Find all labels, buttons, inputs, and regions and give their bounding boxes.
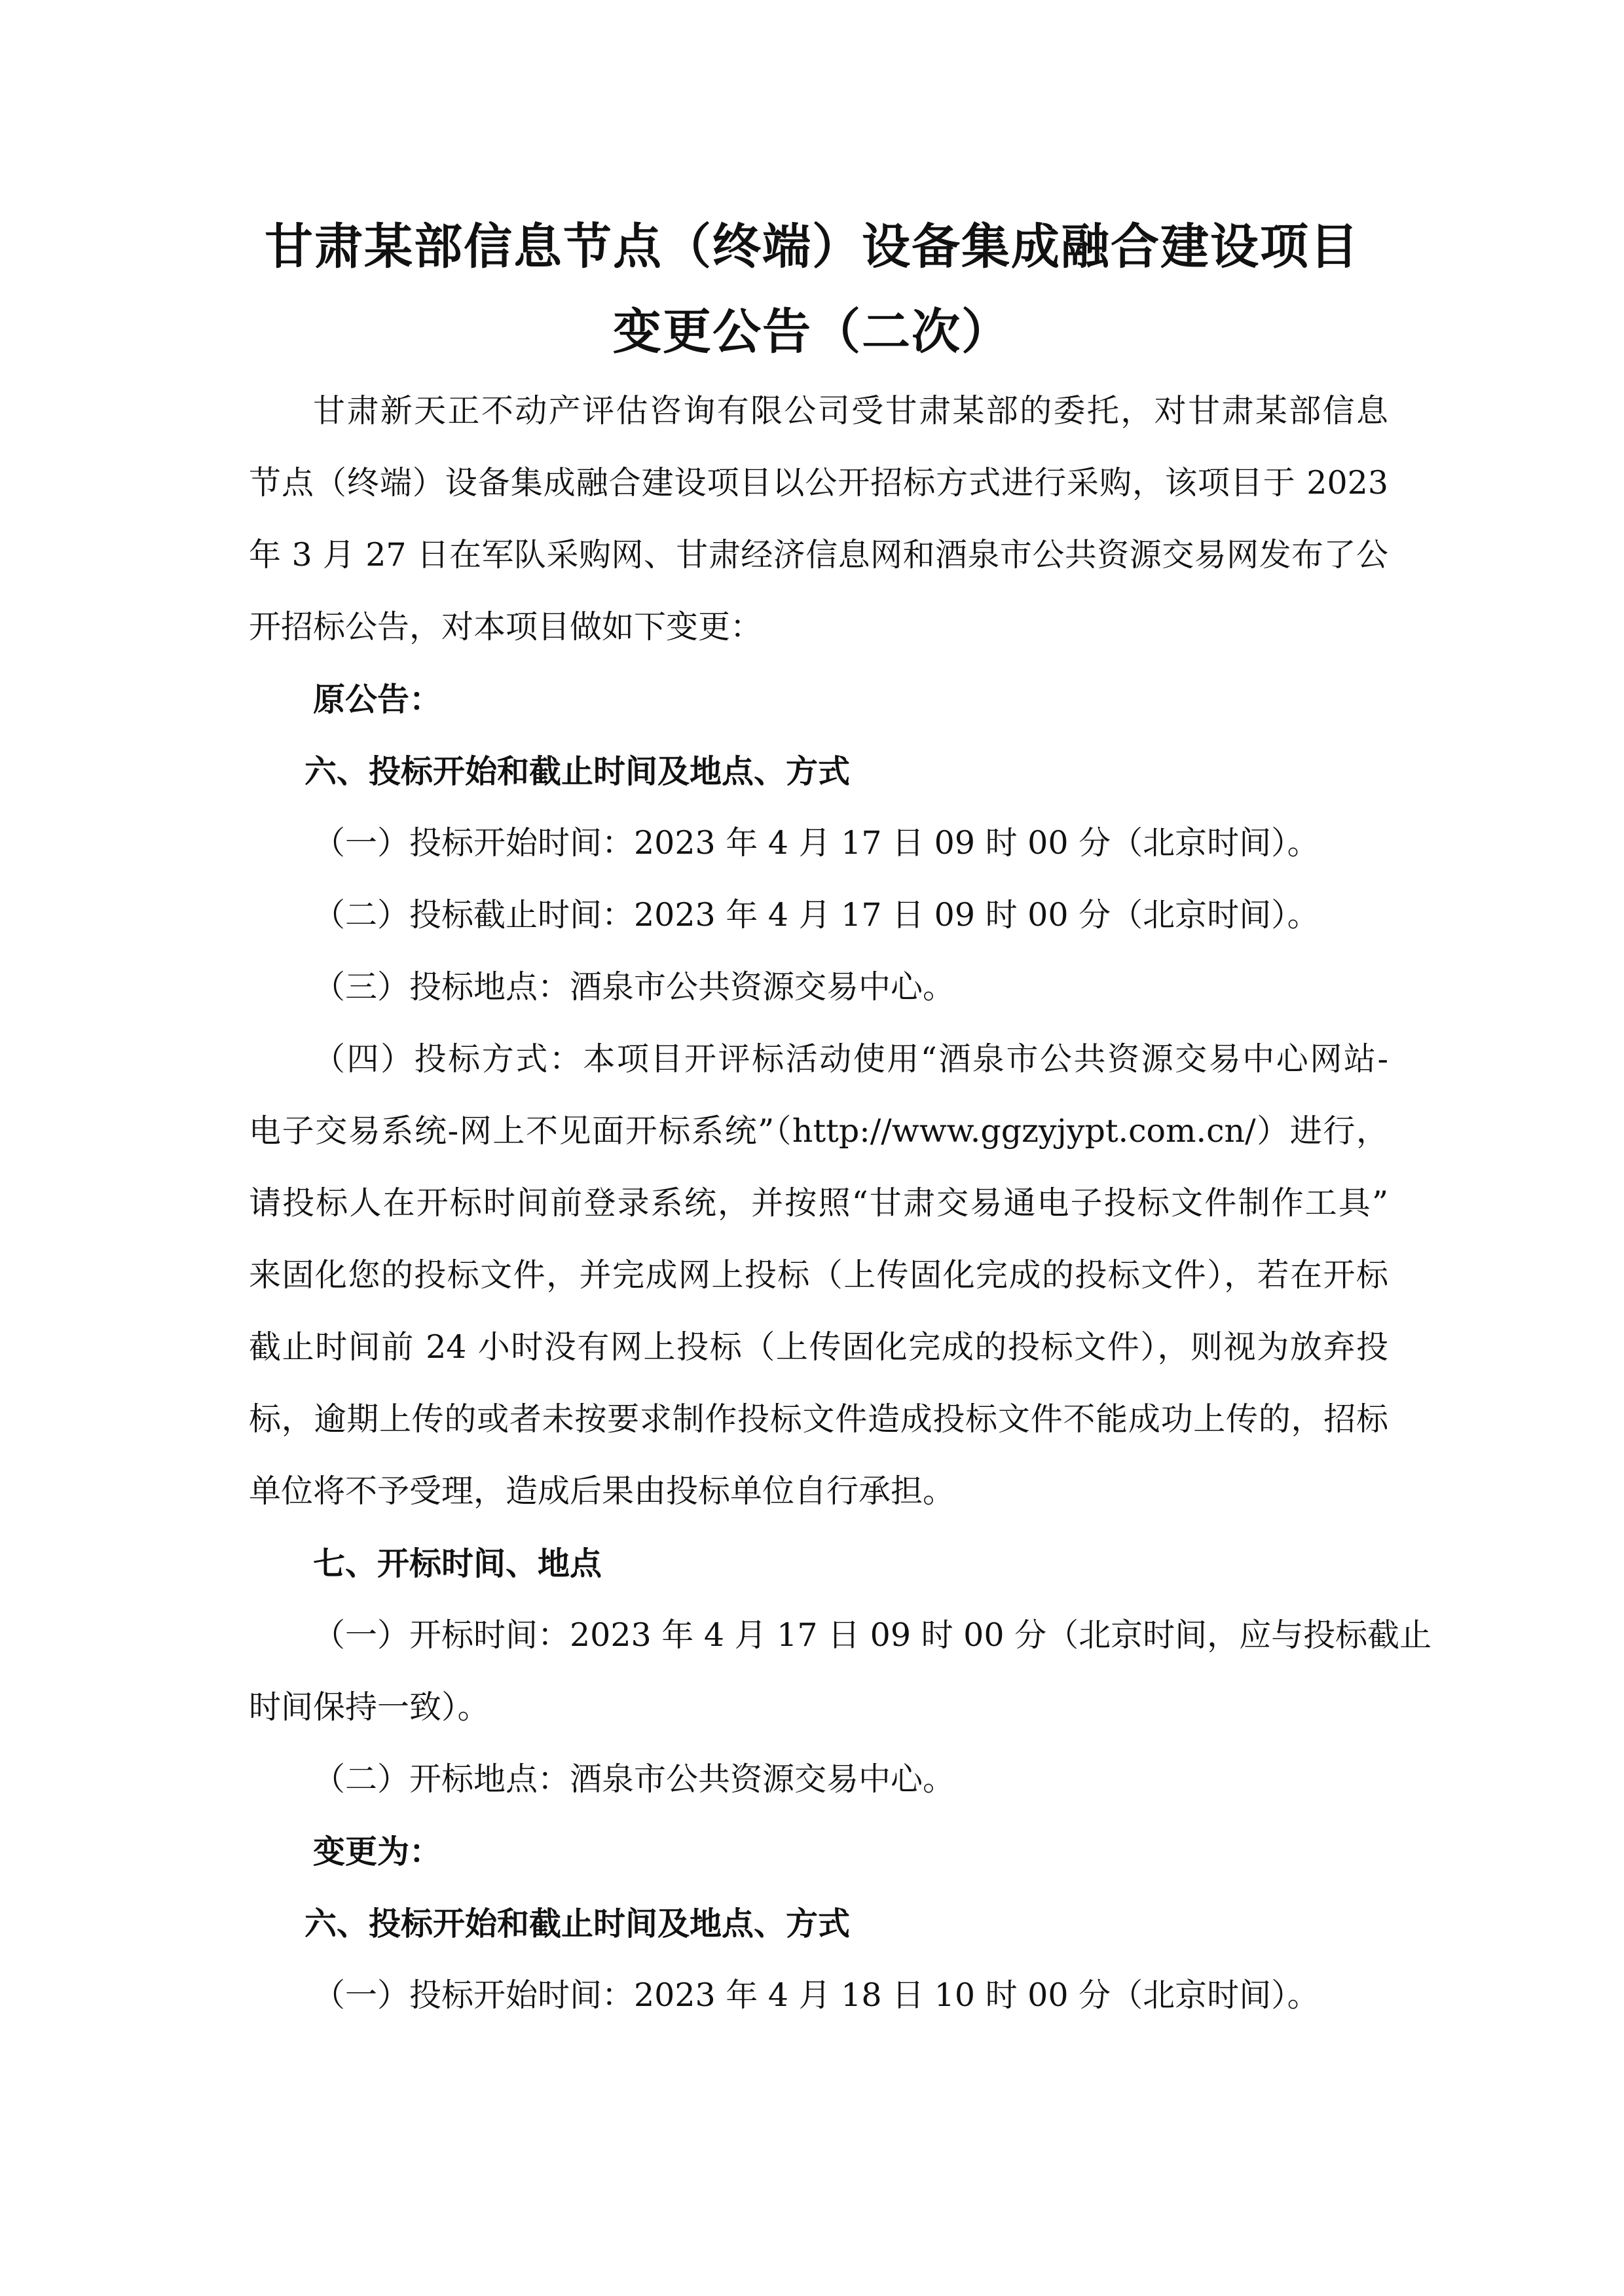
intro-line-1: 甘肃新天正不动产评估咨询有限公司受甘肃某部的委托，对甘肃某部信息 [313,392,1388,429]
bid-method-line-1: （四）投标方式：本项目开评标活动使用“酒泉市公共资源交易中心网站- [313,1040,1388,1078]
original-bid-start-time: （一）投标开始时间：2023 年 4 月 17 日 09 时 00 分（北京时间）。 [313,824,1320,862]
changed-heading: 变更为： [313,1832,442,1870]
bid-method-line-7: 单位将不予受理，造成后果由投标单位自行承担。 [249,1472,955,1510]
original-opening-time-line-1: （一）开标时间：2023 年 4 月 17 日 09 时 00 分（北京时间，应与投标截止 [313,1616,1432,1654]
original-heading: 原公告： [313,680,442,718]
section-7-heading: 七、开标时间、地点 [313,1544,602,1582]
intro-line-2: 节点（终端）设备集成融合建设项目以公开招标方式进行采购，该项目于 2023 [249,464,1388,501]
bid-method-line-3: 请投标人在开标时间前登录系统，并按照“甘肃交易通电子投标文件制作工具” [249,1184,1388,1222]
section-6-heading-new: 六、投标开始和截止时间及地点、方式 [304,1904,851,1942]
intro-line-4: 开招标公告，对本项目做如下变更： [249,608,763,646]
bid-method-line-6: 标，逾期上传的或者未按要求制作投标文件造成投标文件不能成功上传的，招标 [249,1400,1388,1438]
document-title-line-1: 甘肃某部信息节点（终端）设备集成融合建设项目 [265,219,1359,275]
section-6-heading: 六、投标开始和截止时间及地点、方式 [304,752,851,790]
new-bid-start-time: （一）投标开始时间：2023 年 4 月 18 日 10 时 00 分（北京时间）。 [313,1977,1320,2014]
original-bid-deadline: （二）投标截止时间：2023 年 4 月 17 日 09 时 00 分（北京时间）。 [313,896,1320,934]
bid-method-line-5: 截止时间前 24 小时没有网上投标（上传固化完成的投标文件），则视为放弃投 [249,1328,1388,1366]
original-opening-location: （二）开标地点：酒泉市公共资源交易中心。 [313,1760,955,1798]
original-bid-location: （三）投标地点：酒泉市公共资源交易中心。 [313,968,955,1006]
bid-method-line-2: 电子交易系统-网上不见面开标系统”（http://www.ggzyjypt.com.cn/）进行， [249,1112,1388,1150]
intro-line-3: 年 3 月 27 日在军队采购网、甘肃经济信息网和酒泉市公共资源交易网发布了公 [249,536,1388,574]
document-title-line-2: 变更公告（二次） [613,304,1011,360]
original-opening-time-line-2: 时间保持一致）。 [249,1688,490,1726]
bid-method-line-4: 来固化您的投标文件，并完成网上投标（上传固化完成的投标文件），若在开标 [249,1256,1388,1294]
